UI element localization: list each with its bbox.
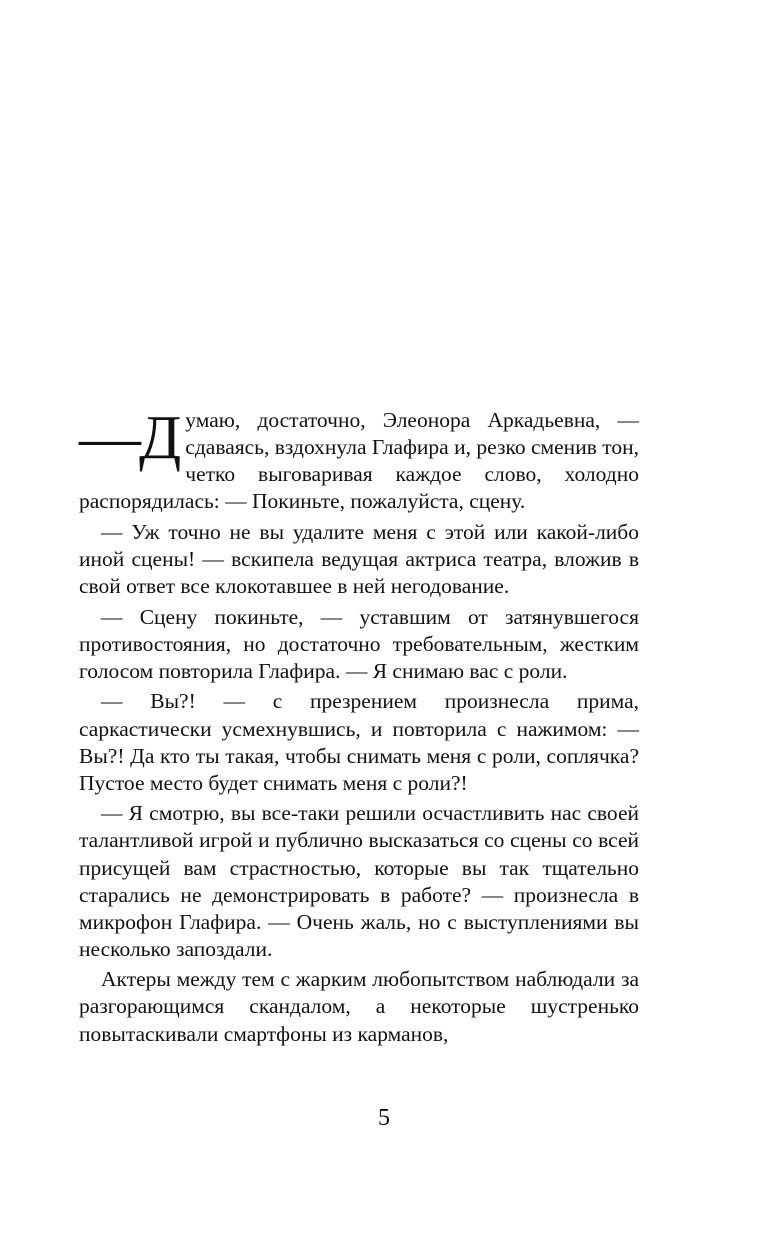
paragraph-5: — Я смотрю, вы все-таки решили осчастливить нас своей талантливой игрой и публично высказаться со сцены со всей присущей вам страстностью, которые вы так тщательно старались не демонстрировать в работе? — произнесла в микрофон Глафира. — Очень жаль, но с выступлениями вы несколько запоздали.: [79, 801, 639, 961]
paragraph-2: — Уж точно не вы удалите меня с этой или какой-либо иной сцены! — вскипела ведущая актриса театра, вложив в свой ответ все клокотавшее в ней негодование.: [79, 519, 639, 599]
body-text: [79, 404, 639, 1051]
drop-cap-dash: —: [79, 404, 139, 472]
drop-cap-letter: Д: [139, 404, 182, 472]
paragraph-1-text: умаю, достаточно, Элеонора Аркадьевна, — сдаваясь, вздохнула Глафира и, резко сменив тон, четко выговаривая каждое слово, холодно распорядилась: — Покиньте, пожалуйста, сцену.: [79, 408, 639, 514]
paragraph-6: Актеры между тем с жарким любопытством наблюдали за разгорающимся скандалом, а некоторые шустренько повытаскивали смартфоны из карманов,: [79, 967, 639, 1046]
page-number: 5: [378, 1105, 390, 1131]
drop-cap: [79, 404, 182, 472]
paragraph-3: — Сцену покиньте, — уставшим от затянувшегося противостояния, но достаточно требовательным, жестким голосом повторила Глафира. — Я снимаю вас с роли.: [79, 604, 639, 683]
paragraph-1: [79, 404, 639, 515]
paragraph-4: — Вы?! — с презрением произнесла прима, саркастически усмехнувшись, и повторила с нажимом: — Вы?! Да кто ты такая, чтобы снимать меня с роли, соплячка? Пустое место будет снимать меня с роли?!: [79, 689, 639, 795]
